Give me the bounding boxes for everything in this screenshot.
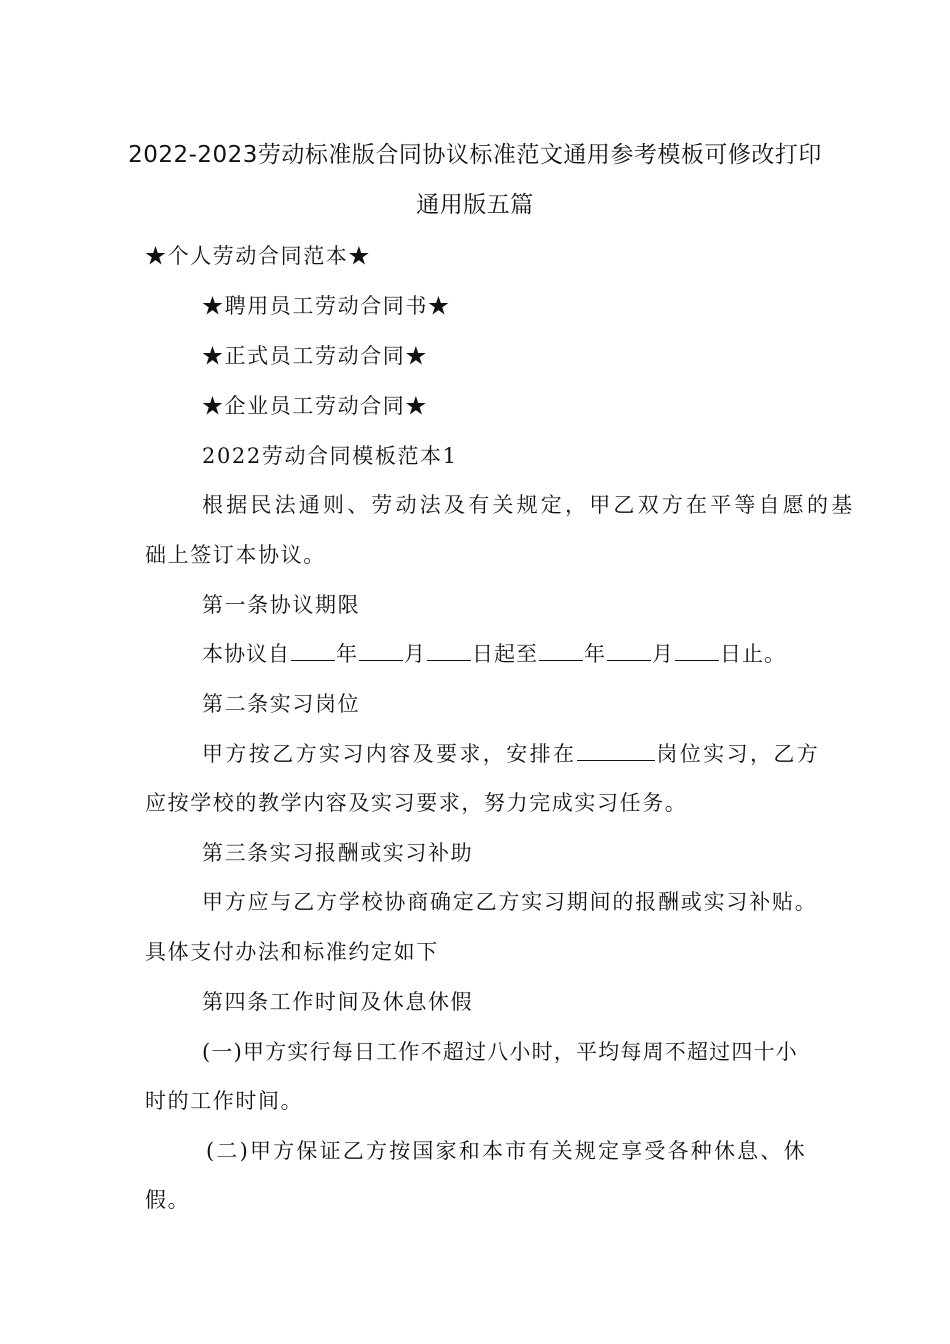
article-2-title: 第二条实习岗位 (202, 692, 361, 716)
article-4-item-1-line-2: 时的工作时间。 (145, 1089, 304, 1113)
toc-item-enterprise-employee-contract: ★企业员工劳动合同★ (202, 394, 428, 418)
blank-start-month (359, 640, 403, 661)
term-text-day-to: 日起至 (472, 642, 538, 666)
document-title-line-2: 通用版五篇 (416, 192, 534, 218)
article-4-title: 第四条工作时间及休息休假 (202, 990, 474, 1014)
article-2-line-1-part-b: 岗位实习，乙方 (656, 742, 821, 766)
toc-item-formal-employee-contract: ★正式员工劳动合同★ (202, 344, 428, 368)
term-text-year: 年 (336, 642, 358, 666)
blank-start-day (427, 640, 471, 661)
term-text-month: 月 (404, 642, 426, 666)
article-4-item-1-line-1: (一)甲方实行每日工作不超过八小时，平均每周不超过四十小 (202, 1040, 798, 1064)
article-3-line-1: 甲方应与乙方学校协商确定乙方实习期间的报酬或实习补贴。 (202, 890, 818, 914)
intro-paragraph-line-1: 根据民法通则、劳动法及有关规定，甲乙双方在平等自愿的基 (202, 493, 856, 517)
article-1-term-line (202, 638, 786, 668)
blank-end-month (607, 640, 651, 661)
toc-item-personal-contract: ★个人劳动合同范本★ (145, 244, 371, 268)
blank-position (577, 740, 655, 761)
term-text-day-end: 日止。 (720, 642, 786, 666)
section-heading: 2022劳动合同模板范本1 (202, 444, 458, 468)
article-3-line-2: 具体支付办法和标准约定如下 (145, 940, 439, 964)
intro-paragraph-line-2: 础上签订本协议。 (145, 543, 326, 567)
article-3-title: 第三条实习报酬或实习补助 (202, 841, 474, 865)
article-2-line-1-part-a: 甲方按乙方实习内容及要求，安排在 (202, 742, 577, 766)
term-text-from: 本协议自 (202, 642, 290, 666)
article-4-item-2-line-2: 假。 (145, 1188, 191, 1212)
article-4-item-2-line-1: (二)甲方保证乙方按国家和本市有关规定享受各种休息、休 (206, 1139, 807, 1163)
article-2-line-2: 应按学校的教学内容及实习要求，努力完成实习任务。 (145, 791, 688, 815)
blank-start-year (291, 640, 335, 661)
term-text-month-2: 月 (652, 642, 674, 666)
term-text-year-2: 年 (584, 642, 606, 666)
article-2-line-1 (202, 738, 820, 768)
blank-end-year (539, 640, 583, 661)
document-title-line-1: 2022-2023劳动标准版合同协议标准范文通用参考模板可修改打印 (128, 142, 822, 168)
toc-item-hired-employee-contract: ★聘用员工劳动合同书★ (202, 294, 451, 318)
article-1-title: 第一条协议期限 (202, 593, 361, 617)
blank-end-day (675, 640, 719, 661)
